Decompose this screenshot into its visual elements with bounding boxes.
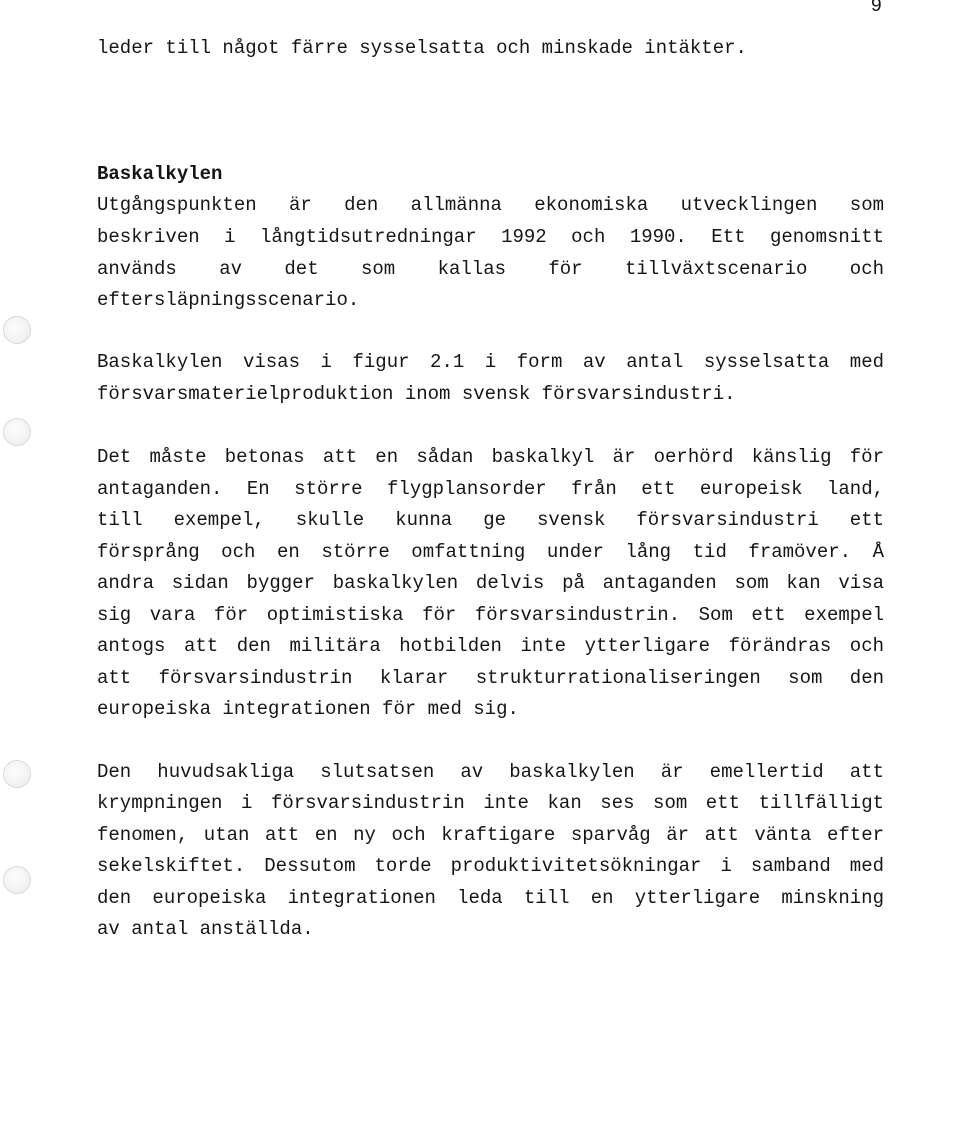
text-line: Den huvudsakliga slutsatsen av baskalkylen är emellertid att	[97, 761, 884, 783]
text-line: beskriven i långtidsutredningar 1992 och 1990. Ett genomsnitt	[97, 226, 884, 248]
text-line: att försvarsindustrin klarar strukturrationaliseringen som den	[97, 667, 884, 689]
text-line: den europeiska integrationen leda till en ytterligare minskning	[97, 887, 884, 909]
text-line: krympningen i försvarsindustrin inte kan ses som ett tillfälligt	[97, 792, 884, 814]
text-line: Baskalkylen visas i figur 2.1 i form av antal sysselsatta med	[97, 351, 884, 373]
text-line: av antal anställda.	[97, 918, 314, 940]
section-heading: Baskalkylen	[97, 163, 223, 185]
text-line: sig vara för optimistiska för försvarsindustrin. Som ett exempel	[97, 604, 884, 626]
punch-hole-mark	[3, 760, 31, 788]
text-line: till exempel, skulle kunna ge svensk försvarsindustri ett	[97, 509, 884, 531]
text-line: försvarsmaterielproduktion inom svensk försvarsindustri.	[97, 383, 736, 405]
text-line: antaganden. En större flygplansorder från ett europeisk land,	[97, 478, 884, 500]
text-line: antogs att den militära hotbilden inte ytterligare förändras och	[97, 635, 884, 657]
text-line: sekelskiftet. Dessutom torde produktivitetsökningar i samband med	[97, 855, 884, 877]
text-line: europeiska integrationen för med sig.	[97, 698, 519, 720]
text-line: andra sidan bygger baskalkylen delvis på antaganden som kan visa	[97, 572, 884, 594]
text-line: Det måste betonas att en sådan baskalkyl är oerhörd känslig för	[97, 446, 884, 468]
text-line: Utgångspunkten är den allmänna ekonomiska utvecklingen som	[97, 194, 884, 216]
text-line: försprång och en större omfattning under lång tid framöver. Å	[97, 541, 884, 563]
text-line: eftersläpningsscenario.	[97, 289, 360, 311]
text-line: fenomen, utan att en ny och kraftigare sparvåg är att vänta efter	[97, 824, 884, 846]
page-number: 9	[870, 0, 882, 17]
punch-hole-mark	[3, 418, 31, 446]
punch-hole-mark	[3, 866, 31, 894]
punch-hole-mark	[3, 316, 31, 344]
text-line: leder till något färre sysselsatta och minskade intäkter.	[97, 37, 747, 59]
text-line: används av det som kallas för tillväxtscenario och	[97, 258, 884, 280]
